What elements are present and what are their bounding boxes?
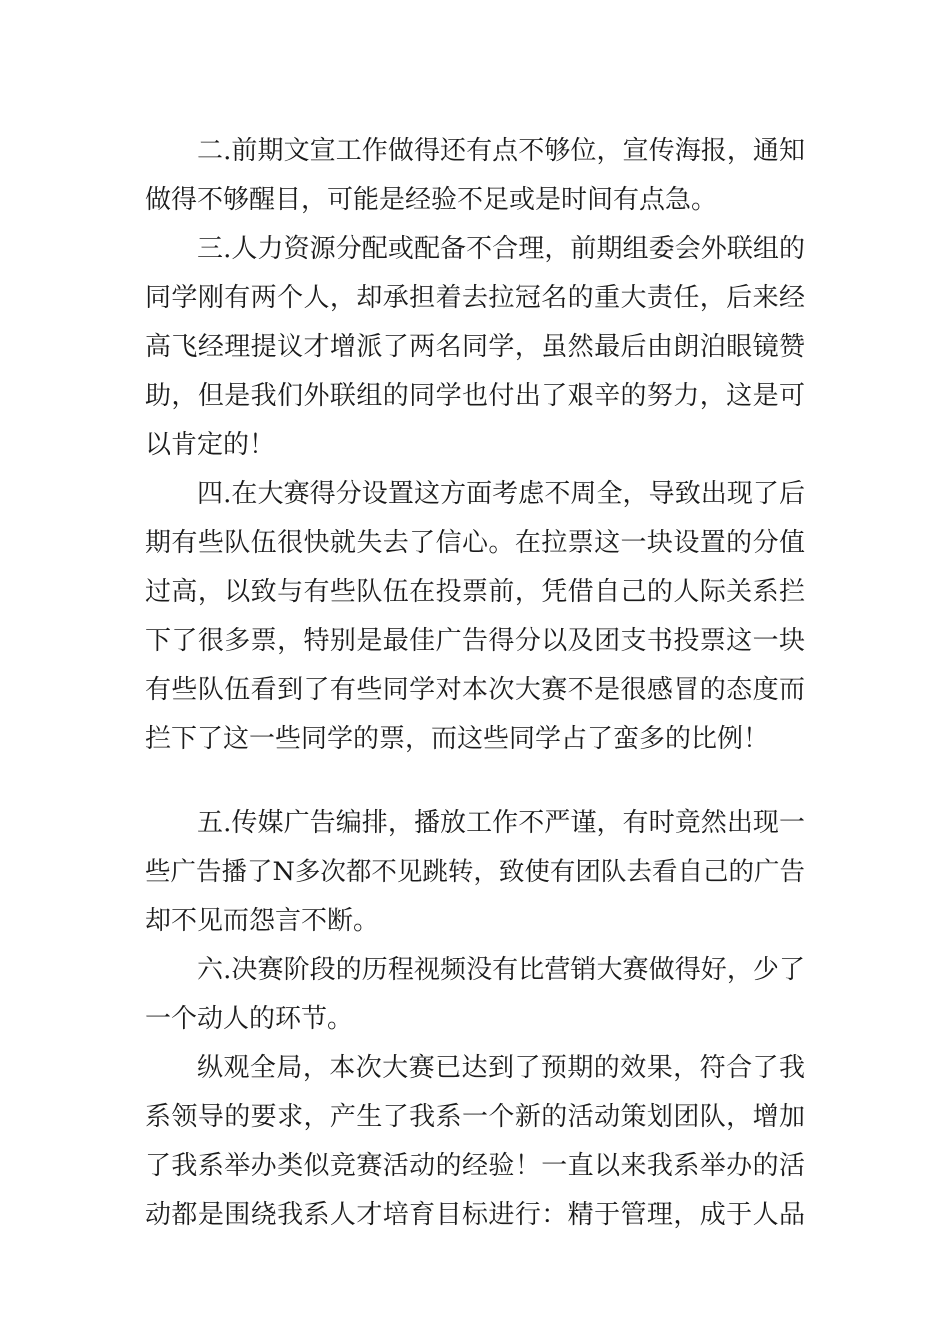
text-line: 过高，以致与有些队伍在投票前，凭借自己的人际关系拦 — [145, 577, 805, 607]
text-line: 却不见而怨言不断。 — [145, 906, 380, 936]
text-line: 一个动人的环节。 — [145, 1004, 354, 1034]
text-line: 以肯定的！ — [145, 430, 276, 460]
text-line: 同学刚有两个人，却承担着去拉冠名的重大责任，后来经 — [145, 283, 805, 313]
text-line: 三.人力资源分配或配备不合理，前期组委会外联组的 — [197, 234, 805, 264]
text-line: 些广告播了N多次都不见跳转，致使有团队去看自己的广告 — [145, 857, 805, 887]
text-line: 二.前期文宣工作做得还有点不够位，宣传海报，通知 — [197, 136, 805, 166]
text-line: 期有些队伍很快就失去了信心。在拉票这一块设置的分值 — [145, 528, 805, 558]
text-line: 做得不够醒目，可能是经验不足或是时间有点急。 — [145, 185, 718, 215]
text-line: 有些队伍看到了有些同学对本次大赛不是很感冒的态度而 — [145, 675, 805, 705]
text-line: 六.决赛阶段的历程视频没有比营销大赛做得好，少了 — [197, 955, 805, 985]
text-line: 四.在大赛得分设置这方面考虑不周全，导致出现了后 — [197, 479, 805, 509]
text-line: 拦下了这一些同学的票，而这些同学占了蛮多的比例！ — [145, 724, 770, 754]
text-line: 纵观全局，本次大赛已达到了预期的效果，符合了我 — [197, 1053, 805, 1083]
text-line: 下了很多票，特别是最佳广告得分以及团支书投票这一块 — [145, 626, 805, 656]
text-line: 助，但是我们外联组的同学也付出了艰辛的努力，这是可 — [145, 381, 805, 411]
text-line: 了我系举办类似竞赛活动的经验！一直以来我系举办的活 — [145, 1151, 805, 1181]
text-line: 动都是围绕我系人才培育目标进行：精于管理，成于人品 — [145, 1200, 805, 1230]
text-line: 五.传媒广告编排，播放工作不严谨，有时竟然出现一 — [197, 808, 805, 838]
text-line: 高飞经理提议才增派了两名同学，虽然最后由朗泊眼镜赞 — [145, 332, 805, 362]
text-line: 系领导的要求，产生了我系一个新的活动策划团队，增加 — [145, 1102, 805, 1132]
